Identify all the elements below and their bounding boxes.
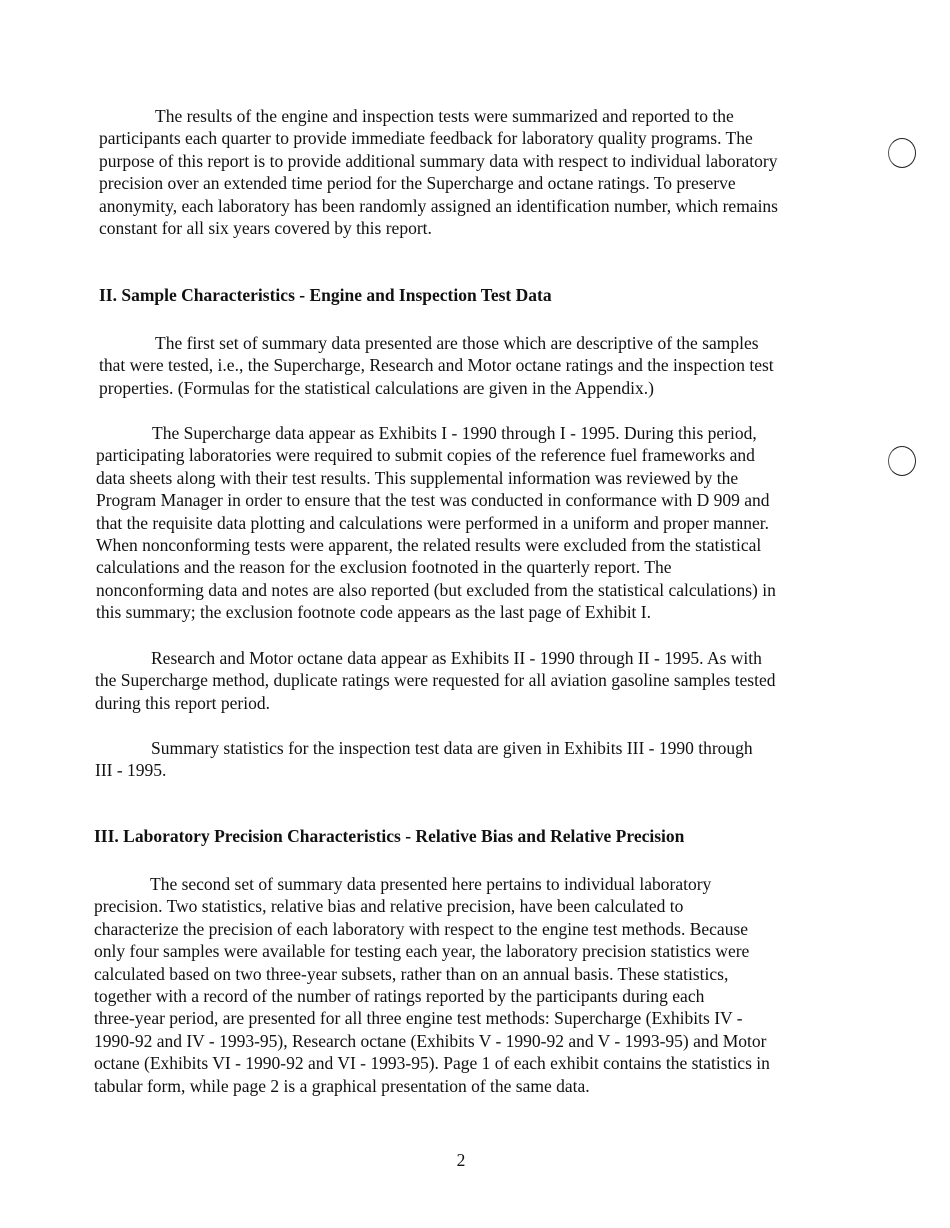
text-line: precision. Two statistics, relative bias and relative precision, have been calculated to [94, 896, 684, 917]
text-line: nonconforming data and notes are also reported (but excluded from the statistical calculations) in [96, 579, 776, 600]
section-ii-paragraph-1 [99, 332, 774, 399]
text-line: tabular form, while page 2 is a graphical presentation of the same data. [94, 1075, 590, 1096]
text-line: Summary statistics for the inspection test data are given in Exhibits III - 1990 through [151, 738, 753, 758]
section-heading-ii: II. Sample Characteristics - Engine and Inspection Test Data [99, 285, 552, 305]
text-line: When nonconforming tests were apparent, the related results were excluded from the statistical [96, 535, 762, 556]
section-ii-paragraph-2 [96, 422, 776, 624]
text-line: precision over an extended time period for the Supercharge and octane ratings. To preserve [99, 173, 736, 194]
text-line: three-year period, are presented for all three engine test methods: Supercharge (Exhibits IV - [94, 1008, 743, 1029]
section-heading-iii: III. Laboratory Precision Characteristics - Relative Bias and Relative Precision [94, 826, 685, 846]
text-line: participating laboratories were required to submit copies of the reference fuel frameworks and [96, 445, 755, 466]
intro-paragraph [99, 105, 778, 239]
text-line: during this report period. [95, 692, 270, 713]
punch-hole-icon [888, 138, 916, 168]
text-line: The second set of summary data presented here pertains to individual laboratory [150, 874, 712, 894]
text-line: that the requisite data plotting and calculations were performed in a uniform and proper manner. [96, 512, 770, 533]
text-line: anonymity, each laboratory has been randomly assigned an identification number, which remains [99, 195, 778, 216]
text-line: together with a record of the number of ratings reported by the participants during each [94, 986, 705, 1007]
text-line: properties. (Formulas for the statistical calculations are given in the Appendix.) [99, 377, 654, 398]
text-line: constant for all six years covered by this report. [99, 218, 432, 239]
text-line: purpose of this report is to provide additional summary data with respect to individual laboratory [99, 150, 778, 171]
section-ii-paragraph-3 [95, 647, 776, 714]
text-line: that were tested, i.e., the Supercharge, Research and Motor octane ratings and the inspection test [99, 355, 774, 376]
text-line: only four samples were available for testing each year, the laboratory precision statistics were [94, 941, 750, 962]
section-ii-paragraph-4 [95, 737, 753, 782]
text-line: calculated based on two three-year subsets, rather than on an annual basis. These statistics, [94, 963, 729, 984]
text-line: octane (Exhibits VI - 1990-92 and VI - 1993-95). Page 1 of each exhibit contains the statistics in [94, 1053, 770, 1074]
page-number: 2 [456, 1150, 466, 1170]
text-line: data sheets along with their test results. This supplemental information was reviewed by the [96, 467, 739, 488]
punch-hole-icon [888, 446, 916, 476]
text-line: The first set of summary data presented are those which are descriptive of the samples [155, 333, 759, 353]
text-line: III - 1995. [95, 760, 167, 781]
text-line: the Supercharge method, duplicate ratings were requested for all aviation gasoline samples tested [95, 670, 776, 691]
text-line: this summary; the exclusion footnote code appears as the last page of Exhibit I. [96, 602, 651, 623]
text-line: Program Manager in order to ensure that the test was conducted in conformance with D 909 and [96, 490, 770, 511]
section-iii-paragraph-1 [94, 873, 770, 1097]
text-line: Research and Motor octane data appear as Exhibits II - 1990 through II - 1995. As with [151, 648, 762, 668]
text-line: The Supercharge data appear as Exhibits I - 1990 through I - 1995. During this period, [152, 423, 757, 443]
text-line: 1990-92 and IV - 1993-95), Research octane (Exhibits V - 1990-92 and V - 1993-95) and Motor [94, 1030, 767, 1051]
text-line: characterize the precision of each laboratory with respect to the engine test methods. Because [94, 918, 749, 939]
text-line: participants each quarter to provide immediate feedback for laboratory quality programs. The [99, 128, 753, 149]
text-line: calculations and the reason for the exclusion footnoted in the quarterly report. The [96, 557, 672, 578]
text-line: The results of the engine and inspection tests were summarized and reported to the [155, 106, 734, 126]
